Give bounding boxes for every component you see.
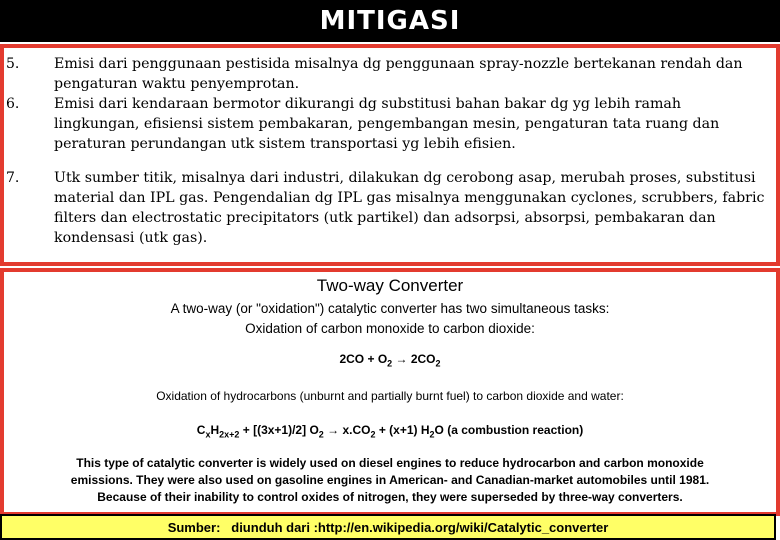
converter-heading: Two-way Converter xyxy=(316,276,464,295)
list-item: Utk sumber titik, misalnya dari industri, dilakukan dg cerobong asap, merubah proses, substitusi material dan IPL gas. Pengendalian dg IPL gas misalnya menggunakan cyclones, scrubbers, fabric filters dan electrostatic precipitators (utk partikel) dan adsorpsi, absorpsi, pembakaran dan kondensasi (utk gas). xyxy=(54,170,765,246)
equation-subscript: x xyxy=(205,429,211,440)
mitigation-box xyxy=(0,44,780,266)
list-item: Emisi dari penggunaan pestisida misalnya dg penggunaan spray-nozzle bertekanan rendah dan pengaturan waktu penyemprotan. xyxy=(54,56,743,92)
equation-part: → 2CO xyxy=(392,352,436,366)
list-item-number: 5. xyxy=(6,56,20,72)
source-bar xyxy=(0,514,776,540)
equation-co xyxy=(4,352,776,368)
equation-part: O (a combustion reaction) xyxy=(434,423,584,437)
equation-part: + (x+1) H xyxy=(375,423,430,437)
equation-hydrocarbon xyxy=(4,423,776,439)
converter-paragraph-line1: This type of catalytic converter is widely used on diesel engines to reduce hydrocarbon and carbon monoxide xyxy=(76,456,704,470)
converter-intro-line1: A two-way (or "oxidation") catalytic converter has two simultaneous tasks: xyxy=(170,301,610,316)
source-text: Sumber: diunduh dari :http://en.wikipedia.org/wiki/Catalytic_converter xyxy=(167,519,609,535)
equation-subscript: 2 xyxy=(370,429,376,440)
converter-paragraph-line2: emissions. They were also used on gasoline engines in American- and Canadian-market automobiles until 1981. xyxy=(70,473,710,487)
equation-part: 2CO + O xyxy=(339,352,388,366)
list-item-number: 6. xyxy=(6,96,20,112)
equation-subscript: 2x+2 xyxy=(219,429,240,440)
equation-part: C xyxy=(196,423,206,437)
list-item-number: 7. xyxy=(6,170,20,186)
converter-box xyxy=(0,268,780,516)
equation-subscript: 2 xyxy=(387,358,393,369)
converter-intro-line2: Oxidation of carbon monoxide to carbon dioxide: xyxy=(245,321,535,336)
equation-subscript: 2 xyxy=(429,429,435,440)
title-bar xyxy=(0,0,780,42)
list-item: Emisi dari kendaraan bermotor dikurangi dg substitusi bahan bakar dg yg lebih ramah lingkungan, efisiensi sistem pembakaran, pengembangan mesin, pengaturan tata ruang dan peraturan perundangan utk sistem transportasi yg lebih efisien. xyxy=(54,96,720,152)
page-title: MITIGASI xyxy=(319,6,461,36)
hydrocarbon-line: Oxidation of hydrocarbons (unburnt and partially burnt fuel) to carbon dioxide and water: xyxy=(156,389,624,403)
equation-subscript: 2 xyxy=(435,358,441,369)
converter-paragraph-line3: Because of their inability to control oxides of nitrogen, they were superseded by three-way converters. xyxy=(97,490,683,504)
equation-part: → x.CO xyxy=(323,423,371,437)
equation-part: + [(3x+1)/2] O xyxy=(239,423,319,437)
equation-subscript: 2 xyxy=(318,429,324,440)
equation-part: H xyxy=(210,423,220,437)
